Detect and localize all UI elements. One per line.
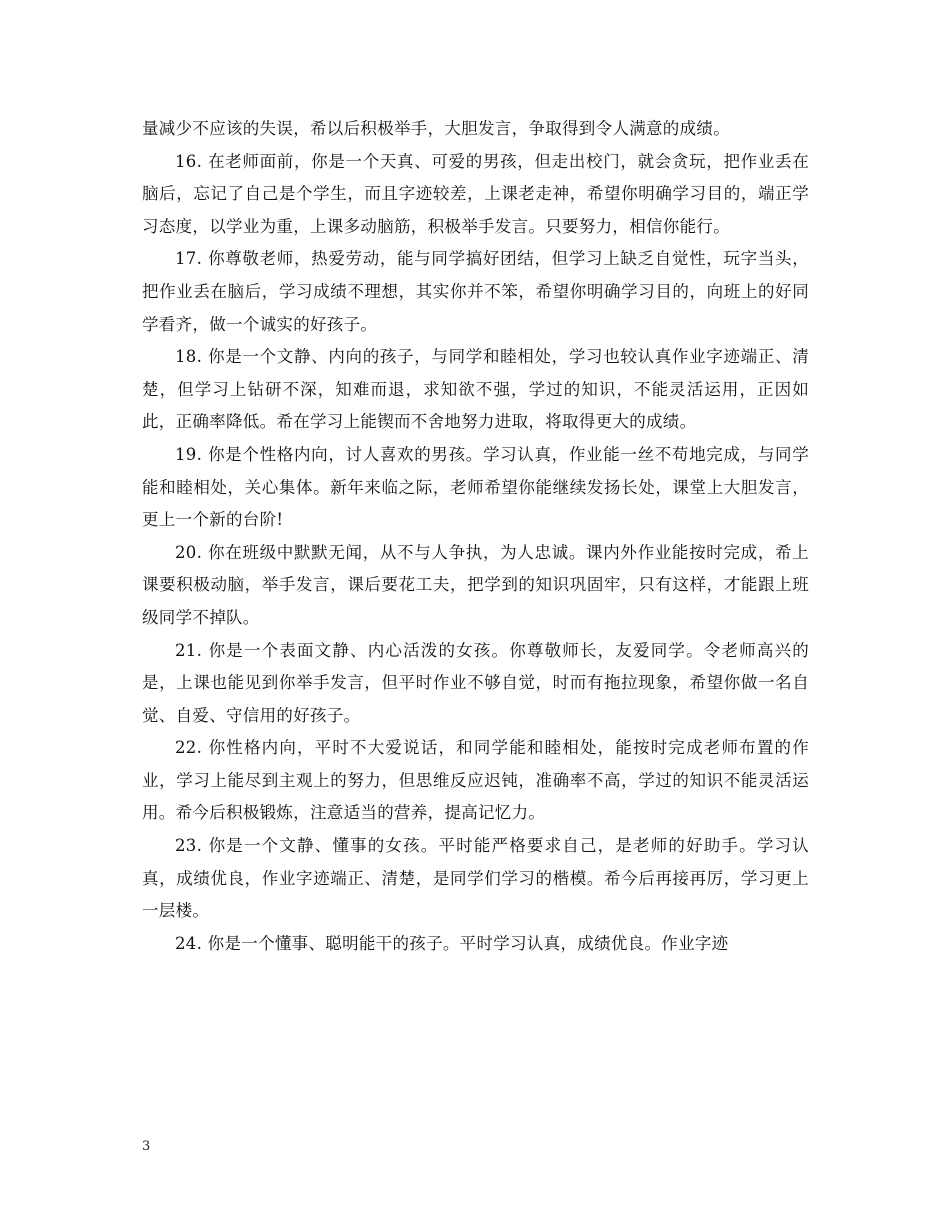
paragraph-16: 16. 在老师面前，你是一个天真、可爱的男孩，但走出校门，就会贪玩，把作业丢在脑后，忘记了自己是个学生，而且字迹较差，上课老走神，希望你明确学习目的，端正学习态度，以学业为重，上课多动脑筋，积极举手发言。只要努力，相信你能行。 (142, 151, 809, 236)
paragraph-continued: 量减少不应该的失误，希以后积极举手，大胆发言，争取得到令人满意的成绩。 (142, 119, 730, 138)
paragraph-24: 24. 你是一个懂事、聪明能干的孩子。平时学习认真，成绩优良。作业字迹 (175, 933, 729, 953)
document-body (142, 113, 809, 960)
paragraph-17: 17. 你尊敬老师，热爱劳动，能与同学搞好团结，但学习上缺乏自觉性，玩字当头，把作业丢在脑后，学习成绩不理想，其实你并不笨，希望你明确学习目的，向班上的好同学看齐，做一个诚实的好孩子。 (142, 249, 809, 334)
paragraph-22: 22. 你性格内向，平时不大爱说话，和同学能和睦相处，能按时完成老师布置的作业，学习上能尽到主观上的努力，但思维反应迟钝，准确率不高，学过的知识不能灵活运用。希今后积极锻炼，注意适当的营养，提高记忆力。 (142, 738, 809, 823)
paragraph-23: 23. 你是一个文静、懂事的女孩。平时能严格要求自己，是老师的好助手。学习认真，成绩优良，作业字迹端正、清楚，是同学们学习的楷模。希今后再接再厉，学习更上一层楼。 (142, 836, 809, 921)
paragraph-20: 20. 你在班级中默默无闻，从不与人争执，为人忠诚。课内外作业能按时完成，希上课要积极动脑，举手发言，课后要花工夫，把学到的知识巩固牢，只有这样，才能跟上班级同学不掉队。 (142, 542, 809, 627)
paragraph-19: 19. 你是个性格内向，讨人喜欢的男孩。学习认真，作业能一丝不苟地完成，与同学能和睦相处，关心集体。新年来临之际，老师希望你能继续发扬长处，课堂上大胆发言，更上一个新的台阶! (142, 444, 809, 530)
paragraph-21: 21. 你是一个表面文静、内心活泼的女孩。你尊敬师长，友爱同学。令老师高兴的是，上课也能见到你举手发言，但平时作业不够自觉，时而有拖拉现象，希望你做一名自觉、自爱、守信用的好孩子。 (142, 640, 809, 725)
page-number: 3 (142, 1139, 151, 1154)
paragraph-18: 18. 你是一个文静、内向的孩子，与同学和睦相处，学习也较认真作业字迹端正、清楚，但学习上钻研不深，知难而退，求知欲不强，学过的知识，不能灵活运用，正因如此，正确率降低。希在学习上能锲而不舍地努力进取，将取得更大的成绩。 (142, 347, 809, 432)
